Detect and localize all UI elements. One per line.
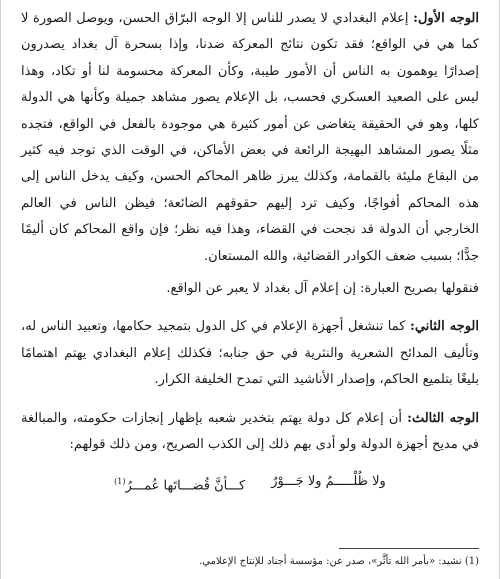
heading-first-aspect: الوجه الأول: bbox=[413, 11, 479, 26]
heading-second-aspect: الوجه الثاني: bbox=[410, 319, 480, 335]
footnote-text: نشيد: «بأمر الله تأثَّر»، صدر عن: مؤسسة أجناد للإنتاج الإعلامي. bbox=[199, 556, 465, 567]
poem-verse bbox=[21, 469, 479, 500]
body-text bbox=[21, 6, 479, 499]
paragraph-summary: فنقولها بصريح العبارة: إن إعلام آل بغداد لا يعبر عن الواقع. bbox=[166, 281, 479, 297]
footnote bbox=[21, 556, 479, 567]
footnote-reference[interactable]: (1) bbox=[114, 476, 126, 486]
poem-hemistich-second bbox=[114, 469, 245, 500]
heading-third-aspect: الوجه الثالث: bbox=[407, 410, 479, 426]
paragraph-first-aspect bbox=[21, 6, 479, 270]
paragraph-second-aspect bbox=[21, 314, 479, 393]
text-second-aspect: كما تنشغل أجهزة الإعلام في كل الدول بتمجيد حكامها، وتعبيد الناس له، وتأليف المدائح الشعرية والنثرية في حق جنابه؛ فكذلك إعلام البغدادي يهتم اهتمامًا بليغًا بتلميع الحاكم، وإصدار الأناشيد التي تمدح الخليفة الكرار. bbox=[21, 319, 479, 388]
poem-hemistich-second-text: كـــأنَّ قُضـــاتَها عُمـــرُ bbox=[125, 477, 246, 493]
footnote-number: (1) bbox=[464, 556, 479, 567]
footnote-separator bbox=[339, 548, 479, 549]
text-third-aspect: أن إعلام كل دولة يهتم بتخدير شعبه بإظهار إنجازات حكومته، والمبالغة في مديح أجهزة الدولة ولو أدى بهم ذلك إلى الكذب الصريح، ومن ذلك قولهم: bbox=[21, 410, 479, 453]
text-first-aspect: إعلام البغدادي لا يصدر للناس إلا الوجه البرّاق الحسن، ويوصل الصورة لا كما هي في الواقع؛ فقد تكون نتائج المعركة ضدنا، وإذا بسحرة آل بغداد يصدرون إصدارًا يوهمون به الناس أن الأمور طيبة، وكأن المعركة محسومة لنا أو تكاد، وهذا ليس على الصعيد العسكري فحسب، بل الإعلام يصور مشاهد جميلة وكأنها هي الدولة كلها، وهو في الحقيقة يتغاضى عن أمور كثيرة هي موجودة بالفعل في الواقع، فتجده مثلًا يصور المشاهد البهيجة الرائعة في بعض الأماكن، في الوقت الذي توجد فيه كثير من البقاع مليئة بالقمامة، وكذلك يبرز ظاهر المحاكم الحسن، وكيف يدخل الناس إلى هذه المحاكم أفواجًا، وكيف ترد إليهم حقوقهم الضائعة؛ فيظن الناس في العالم الخارجي أن الدولة قد نجحت في القضاء، وهذا فيه نظر؛ فإن واقع المحاكم كان أليمًا جدًّا؛ بسبب ضعف الكوادر القضائية، والله المستعان. bbox=[21, 11, 479, 264]
paragraph-third-aspect bbox=[21, 406, 479, 459]
poem-hemistich-first: ولا ظُلْـــــمٌ ولا جَـــوْرٌ bbox=[271, 473, 386, 489]
